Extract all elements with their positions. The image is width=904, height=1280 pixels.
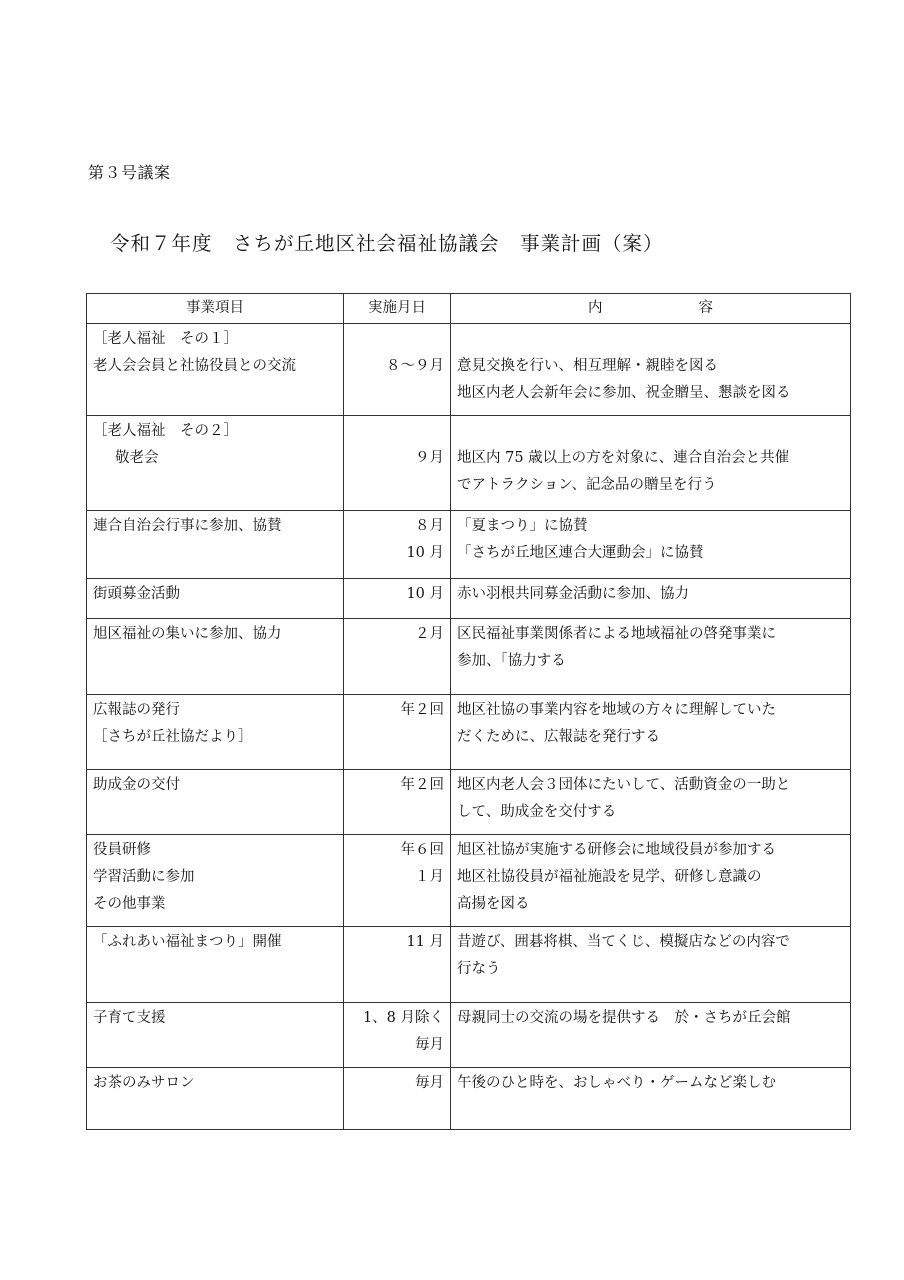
content-line: 「さちが丘地区連合大運動会」に協賛 xyxy=(457,545,704,561)
content-line: 赤い羽根共同募金活動に参加、協力 xyxy=(457,586,689,602)
date-cell xyxy=(344,927,451,1003)
date-line: 10 月 xyxy=(406,586,444,602)
date-line: 1、8 月除く xyxy=(362,1010,444,1026)
content-line: 地区内老人会新年会に参加、祝金贈呈、懇談を図る xyxy=(457,385,791,401)
content-cell xyxy=(451,770,851,835)
item-line: 街頭募金活動 xyxy=(93,586,180,602)
content-line: 参加、「協力する xyxy=(457,653,566,669)
content-line xyxy=(457,418,844,445)
date-cell xyxy=(344,324,451,416)
table-row xyxy=(87,416,851,511)
table-row xyxy=(87,324,851,416)
table-row xyxy=(87,835,851,927)
date-cell xyxy=(344,835,451,927)
table-body xyxy=(87,324,851,1130)
table-row xyxy=(87,770,851,835)
item-cell xyxy=(87,927,344,1003)
agenda-number: 第３号議案 xyxy=(88,163,171,182)
item-line: 役員研修 xyxy=(93,842,151,858)
table-header-row xyxy=(87,294,851,324)
item-line: ［老人福祉 その１］ xyxy=(93,331,238,347)
date-line: 年６回 xyxy=(400,842,444,858)
date-cell xyxy=(344,511,451,579)
date-line: 年２回 xyxy=(400,702,444,718)
table-row xyxy=(87,1003,851,1068)
item-line: その他事業 xyxy=(93,896,166,912)
item-cell xyxy=(87,695,344,770)
content-line: 地区社協の事業内容を地域の方々に理解していた xyxy=(457,702,776,718)
date-line: 10 月 xyxy=(406,545,444,561)
item-line: お茶のみサロン xyxy=(93,1075,195,1091)
page-title: 令和７年度 さちが丘地区社会福祉協議会 事業計画（案） xyxy=(110,232,664,255)
header-content-left: 内 xyxy=(588,300,603,316)
item-line: 子育て支援 xyxy=(93,1010,166,1026)
content-cell xyxy=(451,619,851,695)
table-row xyxy=(87,511,851,579)
item-cell xyxy=(87,1003,344,1068)
header-item: 事業項目 xyxy=(87,294,344,324)
content-line: して、助成金を交付する xyxy=(457,804,617,820)
date-line xyxy=(350,326,444,353)
item-cell xyxy=(87,1068,344,1130)
date-cell xyxy=(344,1003,451,1068)
item-cell xyxy=(87,835,344,927)
content-line: 行なう xyxy=(457,961,501,977)
content-cell xyxy=(451,511,851,579)
date-cell xyxy=(344,695,451,770)
item-line: 敬老会 xyxy=(115,450,159,466)
table-row xyxy=(87,1068,851,1130)
content-cell xyxy=(451,579,851,619)
plan-table xyxy=(86,293,851,1130)
header-content-right: 容 xyxy=(698,300,713,316)
date-line: ８月 xyxy=(415,518,444,534)
item-cell xyxy=(87,619,344,695)
date-line: 11 月 xyxy=(406,934,444,950)
date-line: １月 xyxy=(415,869,444,885)
content-line: 午後のひと時を、おしゃべり・ゲームなど楽しむ xyxy=(457,1075,776,1091)
table-row xyxy=(87,579,851,619)
date-cell xyxy=(344,579,451,619)
content-cell xyxy=(451,1068,851,1130)
content-line: 昔遊び、囲碁将棋、当てくじ、模擬店などの内容で xyxy=(457,934,790,950)
date-line: ２月 xyxy=(415,626,444,642)
content-cell xyxy=(451,324,851,416)
item-line: 広報誌の発行 xyxy=(93,702,180,718)
date-line: ８～９月 xyxy=(386,358,444,374)
content-line: 地区内老人会３団体にたいして、活動資金の一助と xyxy=(457,777,791,793)
item-line: 旭区福祉の集いに参加、協力 xyxy=(93,626,282,642)
item-cell xyxy=(87,416,344,511)
item-line: ［老人福祉 その２］ xyxy=(93,423,238,439)
item-line: 老人会会員と社協役員との交流 xyxy=(93,358,296,374)
content-line: 旭区社協が実施する研修会に地域役員が参加する xyxy=(457,842,776,858)
date-line: 年２回 xyxy=(400,777,444,793)
date-cell xyxy=(344,619,451,695)
header-date: 実施月日 xyxy=(344,294,451,324)
date-line: 毎月 xyxy=(415,1075,444,1091)
content-line: 母親同士の交流の場を提供する 於・さちが丘会館 xyxy=(457,1010,791,1026)
item-line: 連合自治会行事に参加、協賛 xyxy=(93,518,282,534)
item-cell xyxy=(87,579,344,619)
date-cell xyxy=(344,416,451,511)
date-cell xyxy=(344,1068,451,1130)
content-cell xyxy=(451,927,851,1003)
item-line: ［さちが丘社協だより］ xyxy=(93,729,253,745)
table-row xyxy=(87,619,851,695)
table-row xyxy=(87,927,851,1003)
item-line: 「ふれあい福祉まつり」開催 xyxy=(93,934,282,950)
date-line: ９月 xyxy=(415,450,444,466)
item-cell xyxy=(87,511,344,579)
content-cell xyxy=(451,1003,851,1068)
content-line: 高揚を図る xyxy=(457,896,530,912)
content-line: 意見交換を行い、相互理解・親睦を図る xyxy=(457,358,718,374)
date-line xyxy=(350,418,444,445)
content-cell xyxy=(451,416,851,511)
table-row xyxy=(87,695,851,770)
content-cell xyxy=(451,695,851,770)
item-line: 助成金の交付 xyxy=(93,777,180,793)
content-line xyxy=(457,326,844,353)
content-cell xyxy=(451,835,851,927)
date-line: 毎月 xyxy=(415,1037,444,1053)
content-line: だくために、広報誌を発行する xyxy=(457,729,660,745)
header-content xyxy=(451,294,851,324)
date-cell xyxy=(344,770,451,835)
content-line: 「夏まつり」に協賛 xyxy=(457,518,588,534)
content-line: でアトラクション、記念品の贈呈を行う xyxy=(457,477,717,493)
item-line: 学習活動に参加 xyxy=(93,869,195,885)
item-cell xyxy=(87,324,344,416)
content-line: 地区社協役員が福祉施設を見学、研修し意識の xyxy=(457,869,762,885)
content-line: 地区内 75 歳以上の方を対象に、連合自治会と共催 xyxy=(457,450,790,466)
content-line: 区民福祉事業関係者による地域福祉の啓発事業に xyxy=(457,626,776,642)
item-cell xyxy=(87,770,344,835)
